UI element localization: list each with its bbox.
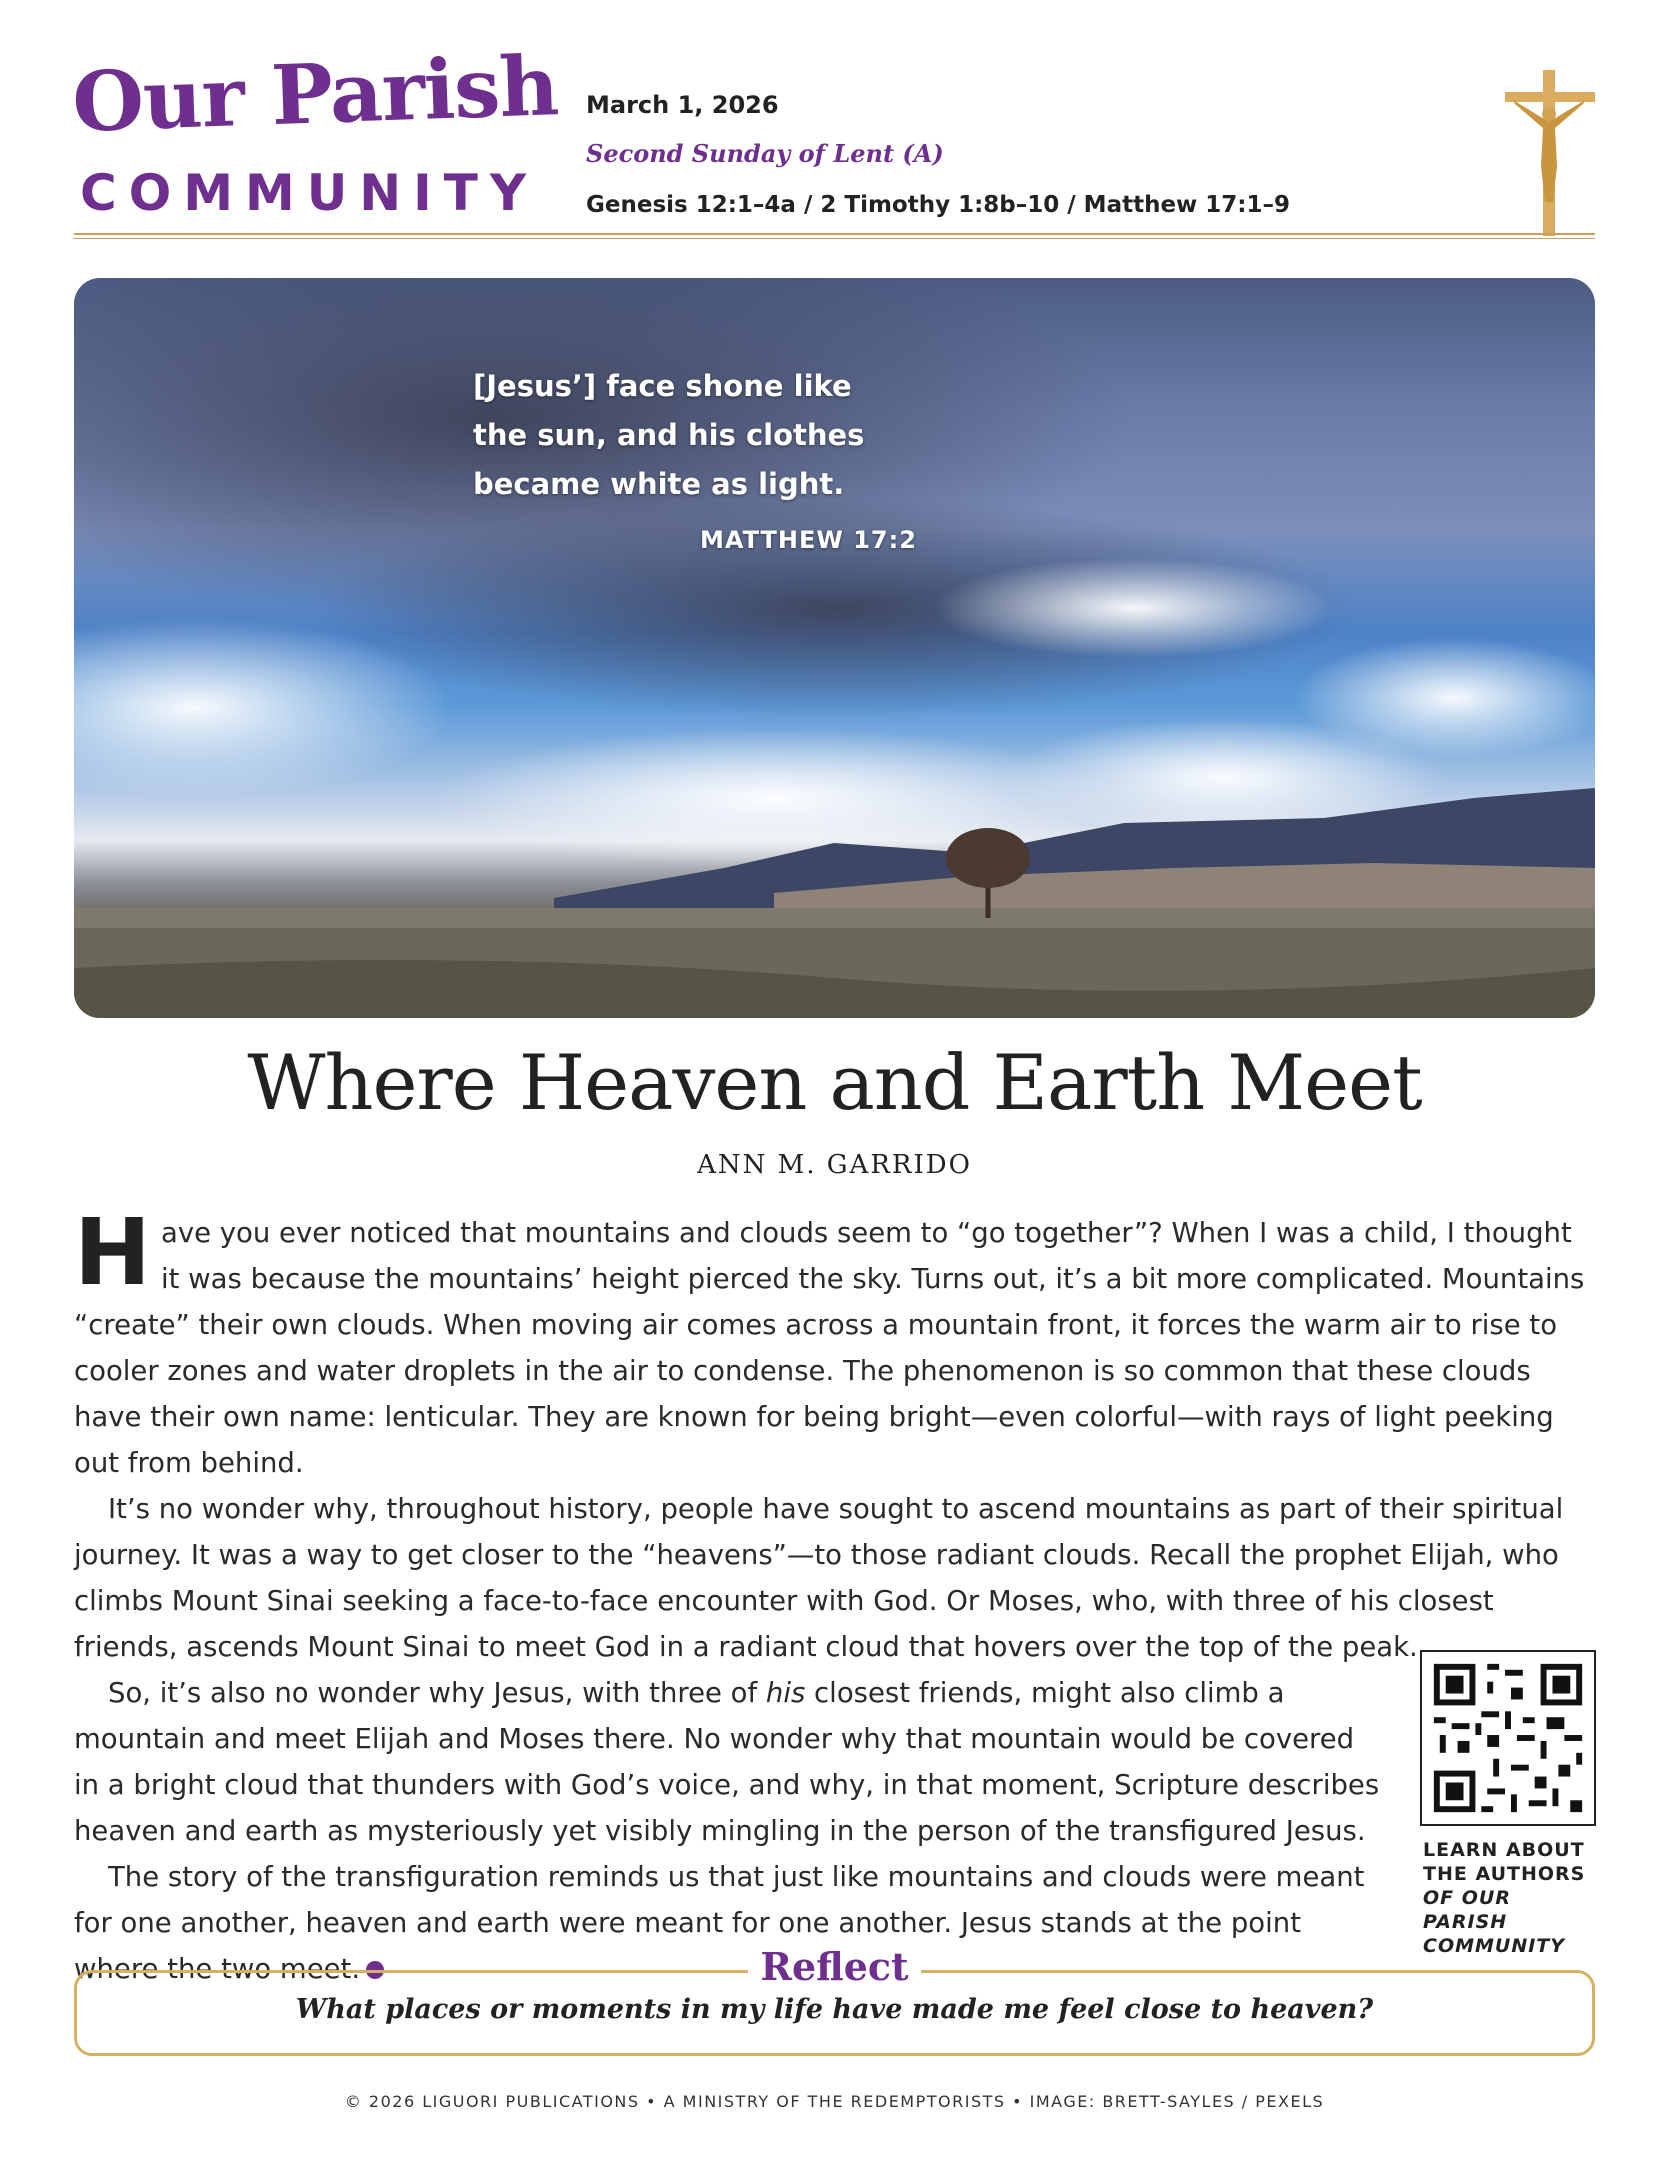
qr-caption-line-3a: OF	[1423, 1887, 1462, 1909]
qr-caption	[1423, 1838, 1595, 1958]
article-title: Where Heaven and Earth Meet	[247, 1038, 1422, 1127]
qr-caption-line-2: THE AUTHORS	[1423, 1863, 1586, 1885]
brand-subtitle: COMMUNITY	[80, 164, 539, 222]
qr-code[interactable]	[1420, 1650, 1596, 1826]
article-paragraph-1	[74, 1199, 1595, 1486]
reflect-label: Reflect	[748, 1944, 920, 1989]
issue-date: March 1, 2026	[586, 91, 779, 119]
paragraph-3-emphasis: his	[765, 1677, 806, 1709]
qr-caption-line-4: COMMUNITY	[1423, 1935, 1566, 1957]
masthead-rule-thin	[74, 238, 1595, 239]
qr-caption-line-1: LEARN ABOUT	[1423, 1839, 1585, 1861]
reflect-heading	[0, 1944, 1669, 1989]
article-body	[74, 1199, 1595, 1992]
masthead	[0, 0, 1669, 240]
scripture-readings: Genesis 12:1–4a / 2 Timothy 1:8b–10 / Matthew 17:1–9	[586, 192, 1291, 218]
hero-citation: MATTHEW 17:2	[700, 526, 917, 554]
brand-title: Our Parish	[70, 38, 560, 151]
article-paragraph-2: It’s no wonder why, throughout history, people have sought to ascend mountains as part of their spiritual journey. It was a way to get closer to the “heavens”—to those radiant clouds. Recall the prophet Elijah, who climbs Mount Sinai seeking a face-to-face encounter with God. Or Moses, who, with three of his closest friends, ascends Mount Sinai to meet God in a radiant cloud that hovers over the top of the peak.	[74, 1493, 1564, 1663]
footer-credits: © 2026 LIGUORI PUBLICATIONS • A MINISTRY OF THE REDEMPTORISTS • IMAGE: BRETT-SAYLES / PEXELS	[344, 2092, 1325, 2111]
paragraph-3-end: closest friends, might also climb a mountain and meet Elijah and Moses there. No wonder why that mountain would be covered in a bright cloud that thunders with God’s voice, and why, in that moment, Scripture describes heaven and earth as mysteriously yet visibly mingling in the person of the transfigured Jesus.	[74, 1677, 1380, 1847]
paragraph-4-text: The story of the transfiguration reminds us that just like mountains and clouds were meant for one another, heaven and earth were meant for one another. Jesus stands at the point where the two meet.	[74, 1861, 1365, 1985]
drop-cap: H	[74, 1199, 151, 1306]
paragraph-3-start: So, it’s also no wonder why Jesus, with three of	[108, 1677, 766, 1709]
masthead-rule	[74, 233, 1595, 235]
qr-caption-line-3b: OUR PARISH	[1423, 1887, 1511, 1933]
hero-landscape-image	[74, 278, 1595, 1018]
hero-quote: [Jesus’] face shone like the sun, and his clothes became white as light.	[473, 369, 865, 501]
crucifix-icon	[1505, 70, 1595, 236]
paragraph-1-text: ave you ever noticed that mountains and clouds seem to “go together”? When I was a child, I thought it was because the mountains’ height pierced the sky. Turns out, it’s a bit more complicated. Mountains “create” their own clouds. When moving air comes across a mountain front, it forces the warm air to rise to cooler zones and water droplets in the air to condense. The phenomenon is so common that these clouds have their own name: lenticular. They are known for being bright—even colorful—with rays of light peeking out from behind.	[74, 1217, 1585, 1479]
reflect-question: What places or moments in my life have made me feel close to heaven?	[295, 1994, 1374, 2025]
article-author: ANN M. GARRIDO	[697, 1150, 972, 1180]
liturgical-day: Second Sunday of Lent (A)	[586, 139, 944, 168]
article-paragraph-3	[74, 1670, 1384, 1854]
qr-code-icon	[1422, 1652, 1594, 1824]
